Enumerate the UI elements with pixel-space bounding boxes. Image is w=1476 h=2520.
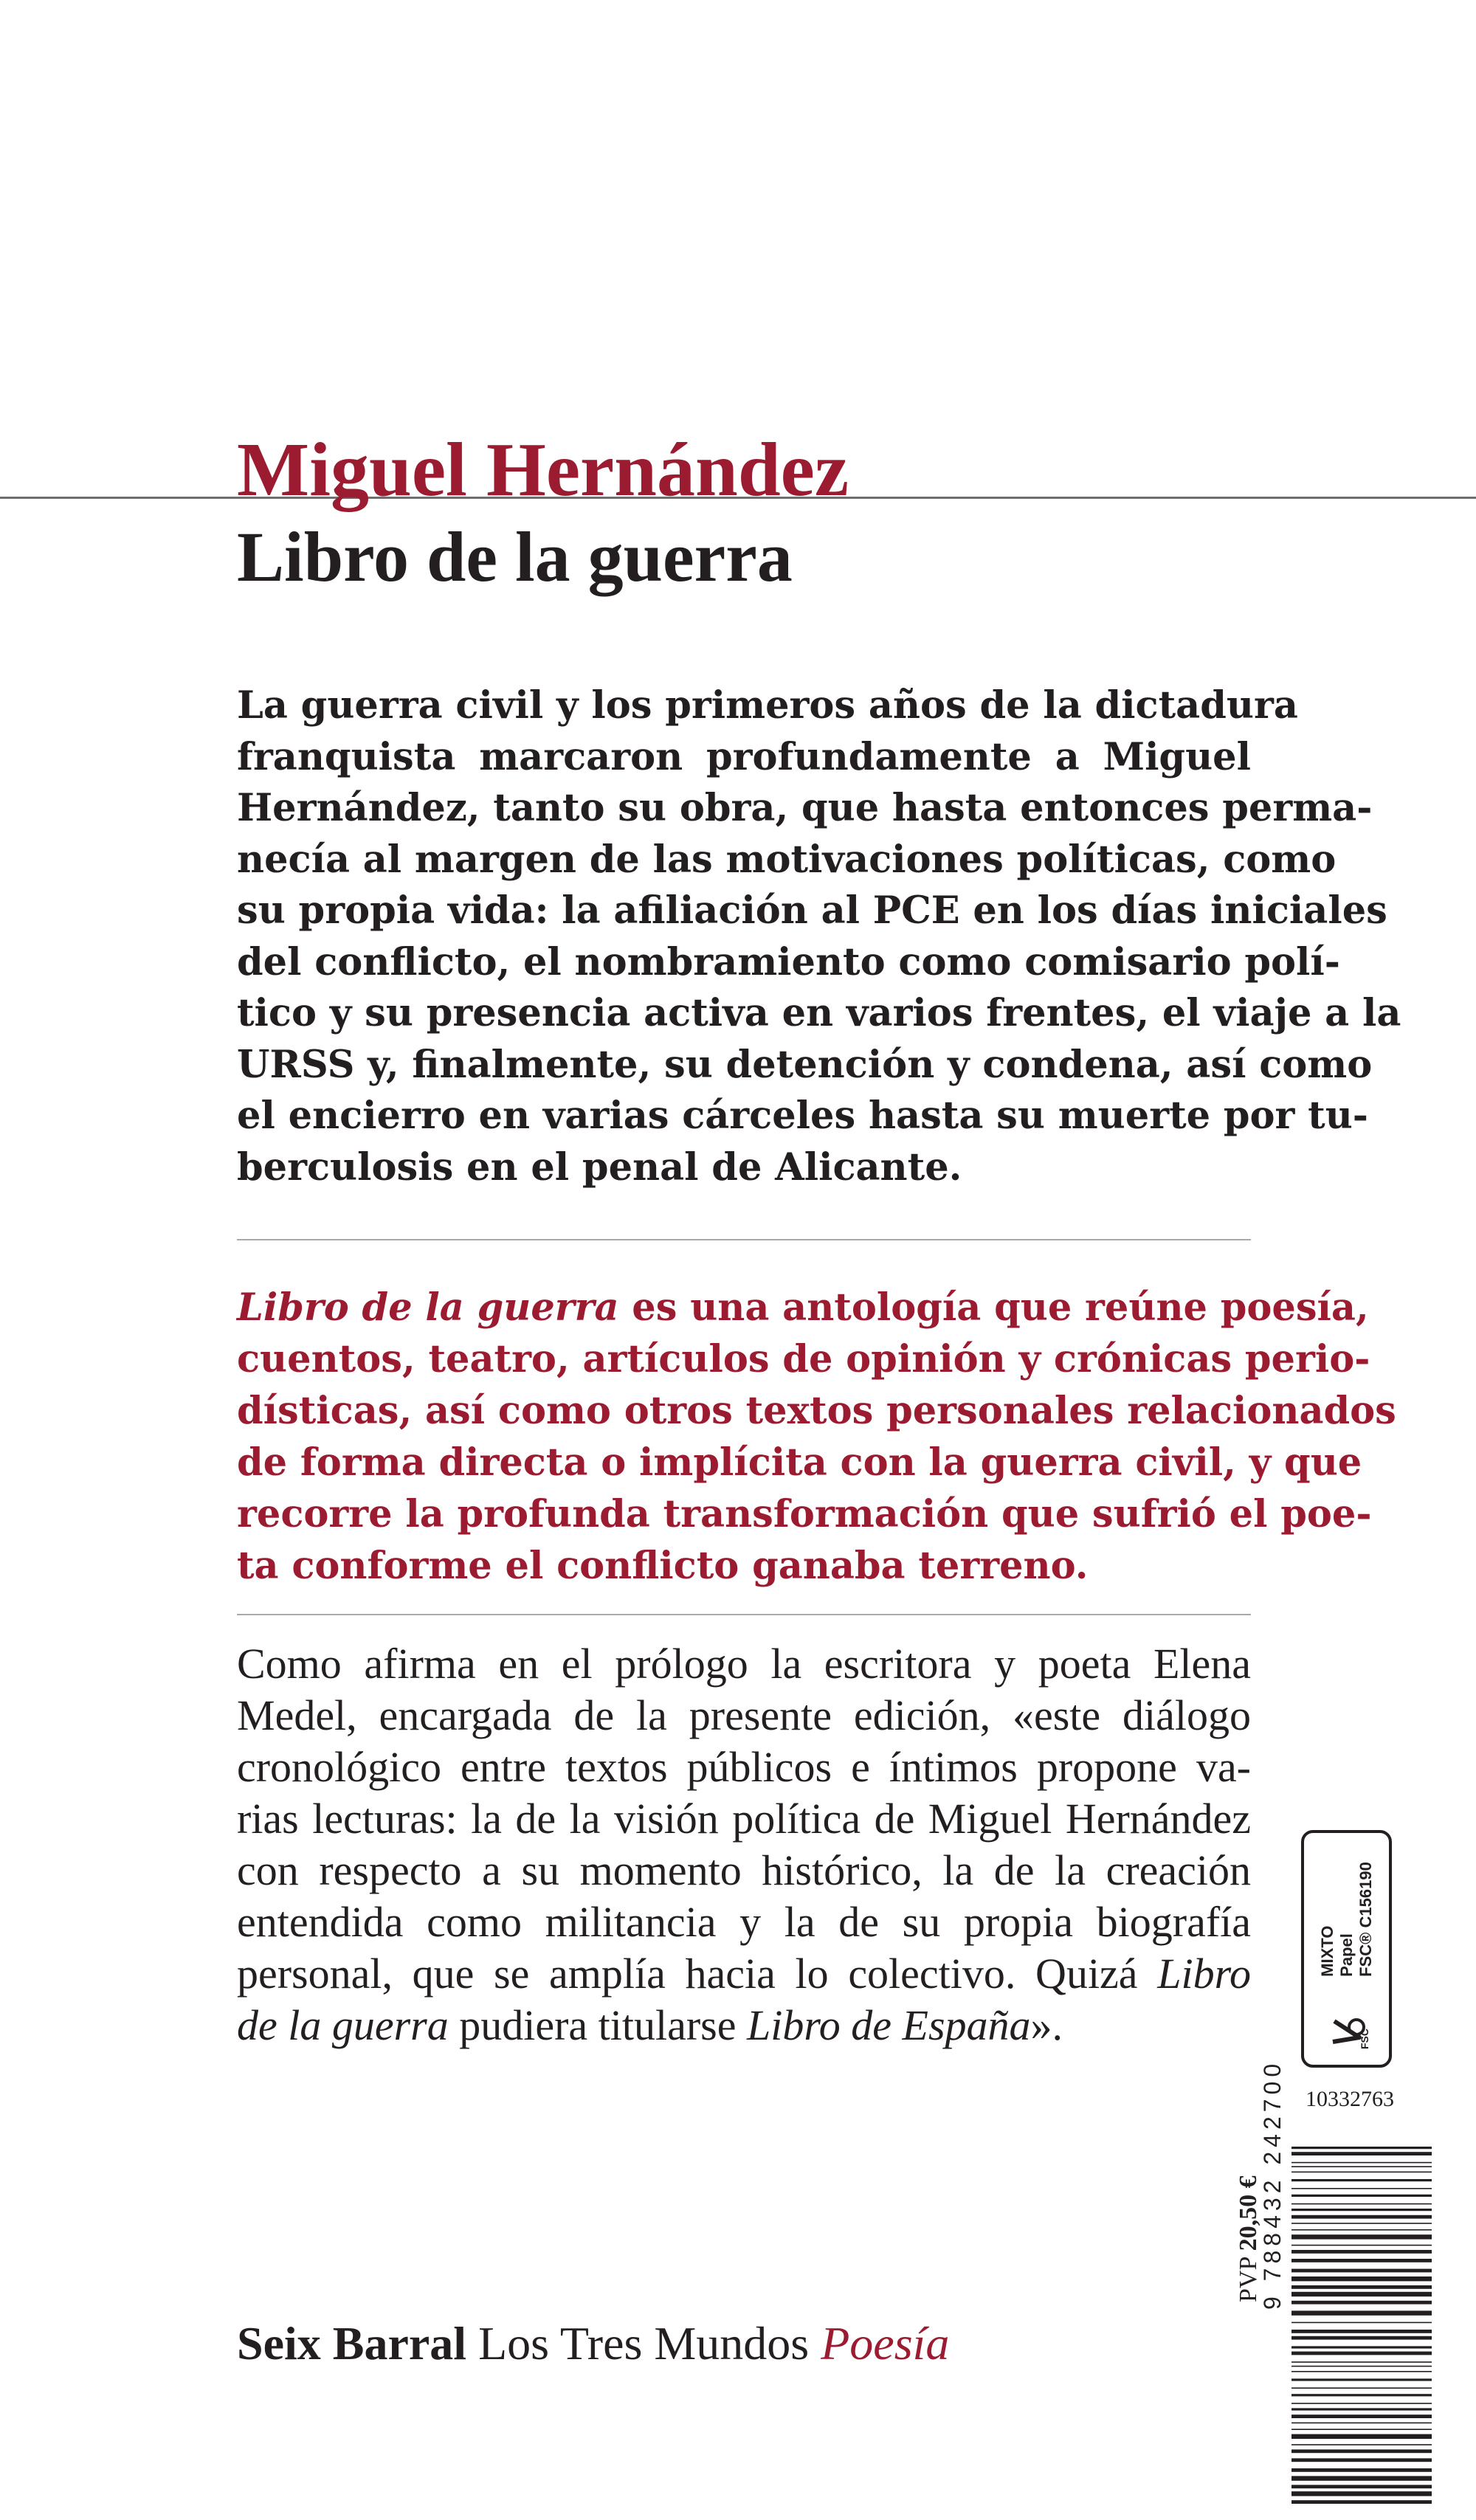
barcode-bar xyxy=(1292,2434,1432,2439)
anthology-paragraph xyxy=(237,1282,1396,1592)
barcode-bar xyxy=(1292,2371,1432,2372)
quote-italic: Libro de España xyxy=(747,2001,1031,2049)
barcode-bar xyxy=(1292,2394,1432,2396)
synopsis-line: URSS y, finalmente, su detención y condena, así como xyxy=(237,1042,1373,1087)
anthology-line: ta conforme el conflicto ganaba terreno. xyxy=(237,1544,1089,1588)
series-name: Poesía xyxy=(821,2317,950,2369)
barcode-bar xyxy=(1292,2285,1432,2289)
synopsis-line: La guerra civil y los primeros años de la dictadura xyxy=(237,683,1298,728)
quote-paragraph xyxy=(237,1638,1251,2066)
barcode-bar xyxy=(1292,2444,1432,2445)
book-title: Libro de la guerra xyxy=(237,517,793,596)
publisher-imprint xyxy=(237,2314,949,2373)
quote-line: Medel, encargada de la presente edición, «este diálogo xyxy=(237,1691,1251,1739)
barcode-bar xyxy=(1292,2250,1432,2254)
quote-text: personal, que se amplía hacia lo colectivo. Quizá xyxy=(237,1950,1158,1998)
quote-line: entendida como militancia y la de su propia biografía xyxy=(237,1898,1251,1946)
barcode-bar xyxy=(1292,2403,1432,2404)
anthology-line: dísticas, así como otros textos personales relacionados xyxy=(237,1389,1396,1433)
barcode-bar xyxy=(1292,2179,1432,2181)
section-divider xyxy=(237,1614,1251,1615)
barcode-bar xyxy=(1292,2203,1432,2205)
barcode-bar xyxy=(1292,2449,1432,2453)
barcode-bar xyxy=(1292,2292,1432,2296)
quote-line xyxy=(237,2000,1251,2051)
quote-line: rias lecturas: la de la visión política de Miguel Hernández xyxy=(237,1795,1251,1843)
barcode-bar xyxy=(1292,2259,1432,2262)
barcode-bar xyxy=(1292,2245,1432,2246)
price-prefix: PVP xyxy=(1235,2251,1262,2302)
synopsis-line: su propia vida: la afiliación al PCE en los días iniciales xyxy=(237,888,1387,933)
section-divider xyxy=(237,1239,1251,1240)
barcode-bar xyxy=(1292,2229,1432,2231)
barcode-bar xyxy=(1292,2500,1432,2504)
fsc-certification-badge xyxy=(1301,1830,1392,2068)
barcode-bar xyxy=(1292,2423,1432,2424)
barcode-bar xyxy=(1292,2408,1432,2410)
quote-text: ». xyxy=(1030,2001,1063,2049)
synopsis-line: Hernández, tanto su obra, que hasta entonces perma- xyxy=(237,786,1373,830)
barcode-bar xyxy=(1292,2336,1432,2340)
fsc-label-group xyxy=(1318,1862,1376,1977)
barcode-bar xyxy=(1292,2458,1432,2462)
barcode-bar xyxy=(1292,2378,1432,2381)
anthology-line-text: es una antología que reúne poesía, xyxy=(618,1285,1369,1330)
barcode-bar xyxy=(1292,2172,1432,2173)
fsc-papel-label: Papel xyxy=(1337,1933,1356,1977)
publisher-name: Seix Barral xyxy=(237,2317,467,2369)
barcode-bar xyxy=(1292,2310,1432,2315)
barcode-bar xyxy=(1292,2352,1432,2355)
barcode-bar xyxy=(1292,2209,1432,2211)
barcode-bar xyxy=(1292,2269,1432,2273)
quote-line: cronológico entre textos públicos e íntimos propone va- xyxy=(237,1743,1251,1791)
anthology-line: de forma directa o implícita con la guerra civil, y que xyxy=(237,1440,1362,1485)
author-name: Miguel Hernández xyxy=(237,427,849,512)
barcode-bar xyxy=(1292,2152,1432,2155)
barcode-bar xyxy=(1292,2195,1432,2197)
synopsis-line: necía al margen de las motivaciones políticas, como xyxy=(237,837,1337,882)
synopsis-line: tico y su presencia activa en varios frentes, el viaje a la xyxy=(237,991,1401,1035)
barcode-bar xyxy=(1292,2361,1432,2363)
quote-line: Como afirma en el prólogo la escritora y poeta Elena xyxy=(237,1640,1251,1688)
quote-italic: de la guerra xyxy=(237,2001,449,2049)
price-amount: 20,50 € xyxy=(1235,2175,1262,2251)
barcode-bar xyxy=(1292,2330,1432,2333)
synopsis-line: franquista marcaron profundamente a Miguel xyxy=(237,734,1251,779)
barcode-bar xyxy=(1292,2491,1432,2496)
fsc-license-label: FSC® C156190 xyxy=(1356,1862,1375,1977)
barcode-bar xyxy=(1292,2485,1432,2488)
fsc-mixto-label: MIXTO xyxy=(1317,1925,1337,1977)
barcode-bar xyxy=(1292,2223,1432,2224)
barcode-bar xyxy=(1292,2215,1432,2219)
quote-italic: Libro xyxy=(1157,1950,1251,1998)
barcode-bar xyxy=(1292,2162,1432,2164)
barcode-bar xyxy=(1292,2387,1432,2389)
barcode-bar xyxy=(1292,2276,1432,2281)
synopsis-line: del conflicto, el nombramiento como comisario polí- xyxy=(237,939,1340,984)
synopsis-line: berculosis en el penal de Alicante. xyxy=(237,1145,962,1190)
fsc-tree-check-icon xyxy=(1320,2009,1378,2053)
collection-name: Los Tres Mundos xyxy=(466,2317,821,2369)
barcode-bar xyxy=(1292,2428,1432,2430)
fsc-logo-text: FSC xyxy=(1359,2029,1370,2049)
barcode-bar xyxy=(1292,2366,1432,2367)
barcode-bar xyxy=(1292,2476,1432,2480)
barcode-bar xyxy=(1292,2322,1432,2324)
barcode-bar xyxy=(1292,2147,1432,2149)
anthology-line: cuentos, teatro, artículos de opinión y crónicas perio- xyxy=(237,1337,1370,1381)
barcode-bar xyxy=(1292,2301,1432,2305)
barcode-bar xyxy=(1292,2414,1432,2418)
ean-number: 9 788432 242700 xyxy=(1259,2059,1286,2310)
book-title-italic: Libro de la guerra xyxy=(237,1285,619,1330)
anthology-line: recorre la profunda transformación que sufrió el poe- xyxy=(237,1492,1372,1536)
quote-text: pudiera titularse xyxy=(448,2001,747,2049)
barcode-bar xyxy=(1292,2346,1432,2348)
synopsis-paragraph xyxy=(237,680,1401,1197)
barcode-bar xyxy=(1292,2468,1432,2472)
product-code: 10332763 xyxy=(1306,2087,1394,2111)
synopsis-line: el encierro en varias cárceles hasta su muerte por tu- xyxy=(237,1094,1368,1138)
barcode-bar xyxy=(1292,2234,1432,2239)
barcode-bar xyxy=(1292,2188,1432,2189)
barcode-bar xyxy=(1292,2166,1432,2167)
quote-line: con respecto a su momento histórico, la de la creación xyxy=(237,1846,1251,1894)
anthology-line xyxy=(237,1282,1369,1333)
quote-line xyxy=(237,1948,1251,2000)
